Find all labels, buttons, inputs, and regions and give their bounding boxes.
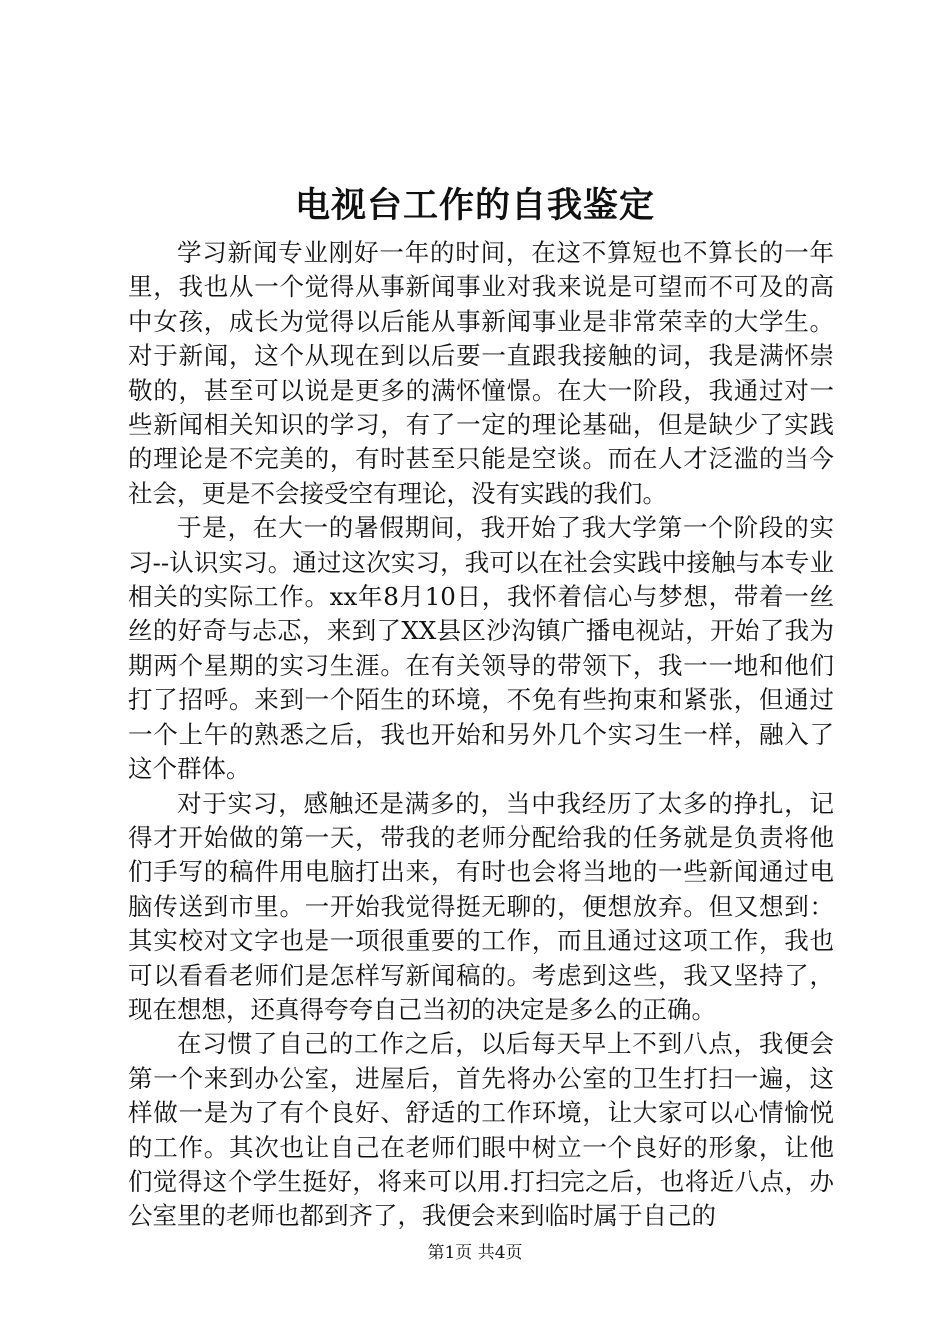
paragraph: 学习新闻专业刚好一年的时间，在这不算短也不算长的一年里，我也从一个觉得从事新闻事业对我来说是可望而不可及的高中女孩，成长为觉得以后能从事新闻事业是非常荣幸的大学生。对于新闻，这个从现在到以后要一直跟我接触的词，我是满怀崇敬的，甚至可以说是更多的满怀憧憬。在大一阶段，我通过对一些新闻相关知识的学习，有了一定的理论基础，但是缺少了实践的理论是不完美的，有时甚至只能是空谈。而在人才泛滥的当今社会，更是不会接受空有理论，没有实践的我们。: [128, 238, 834, 508]
document-title: 电视台工作的自我鉴定: [294, 185, 655, 226]
document-body: [128, 236, 834, 1234]
paragraph: 于是，在大一的暑假期间，我开始了我大学第一个阶段的实习--认识实习。通过这次实习，我可以在社会实践中接触与本专业相关的实际工作。xx年8月10日，我怀着信心与梦想，带着一丝丝的好奇与忐忑，来到了XX县区沙沟镇广播电视站，开始了我为期两个星期的实习生涯。在有关领导的带领下，我一一地和他们打了招呼。来到一个陌生的环境，不免有些拘束和紧张，但通过一个上午的熟悉之后，我也开始和另外几个实习生一样，融入了这个群体。: [128, 513, 834, 784]
paragraph: 对于实习，感触还是满多的，当中我经历了太多的挣扎，记得才开始做的第一天，带我的老师分配给我的任务就是负责将他们手写的稿件用电脑打出来，有时也会将当地的一些新闻通过电脑传送到市里。一开始我觉得挺无聊的，便想放弃。但又想到：其实校对文字也是一项很重要的工作，而且通过这项工作，我也可以看看老师们是怎样写新闻稿的。考虑到这些，我又坚持了，现在想想，还真得夸夸自己当初的决定是多么的正确。: [128, 788, 834, 1024]
page-number-footer: 第1页 共4页: [427, 1243, 523, 1263]
paragraph: 在习惯了自己的工作之后，以后每天早上不到八点，我便会第一个来到办公室，进屋后，首先将办公室的卫生打扫一遍，这样做一是为了有个良好、舒适的工作环境，让大家可以心情愉悦的工作。其次也让自己在老师们眼中树立一个良好的形象，让他们觉得这个学生挺好，将来可以用.打扫完之后，也将近八点，办公室里的老师也都到齐了，我便会来到临时属于自己的: [128, 1029, 834, 1231]
